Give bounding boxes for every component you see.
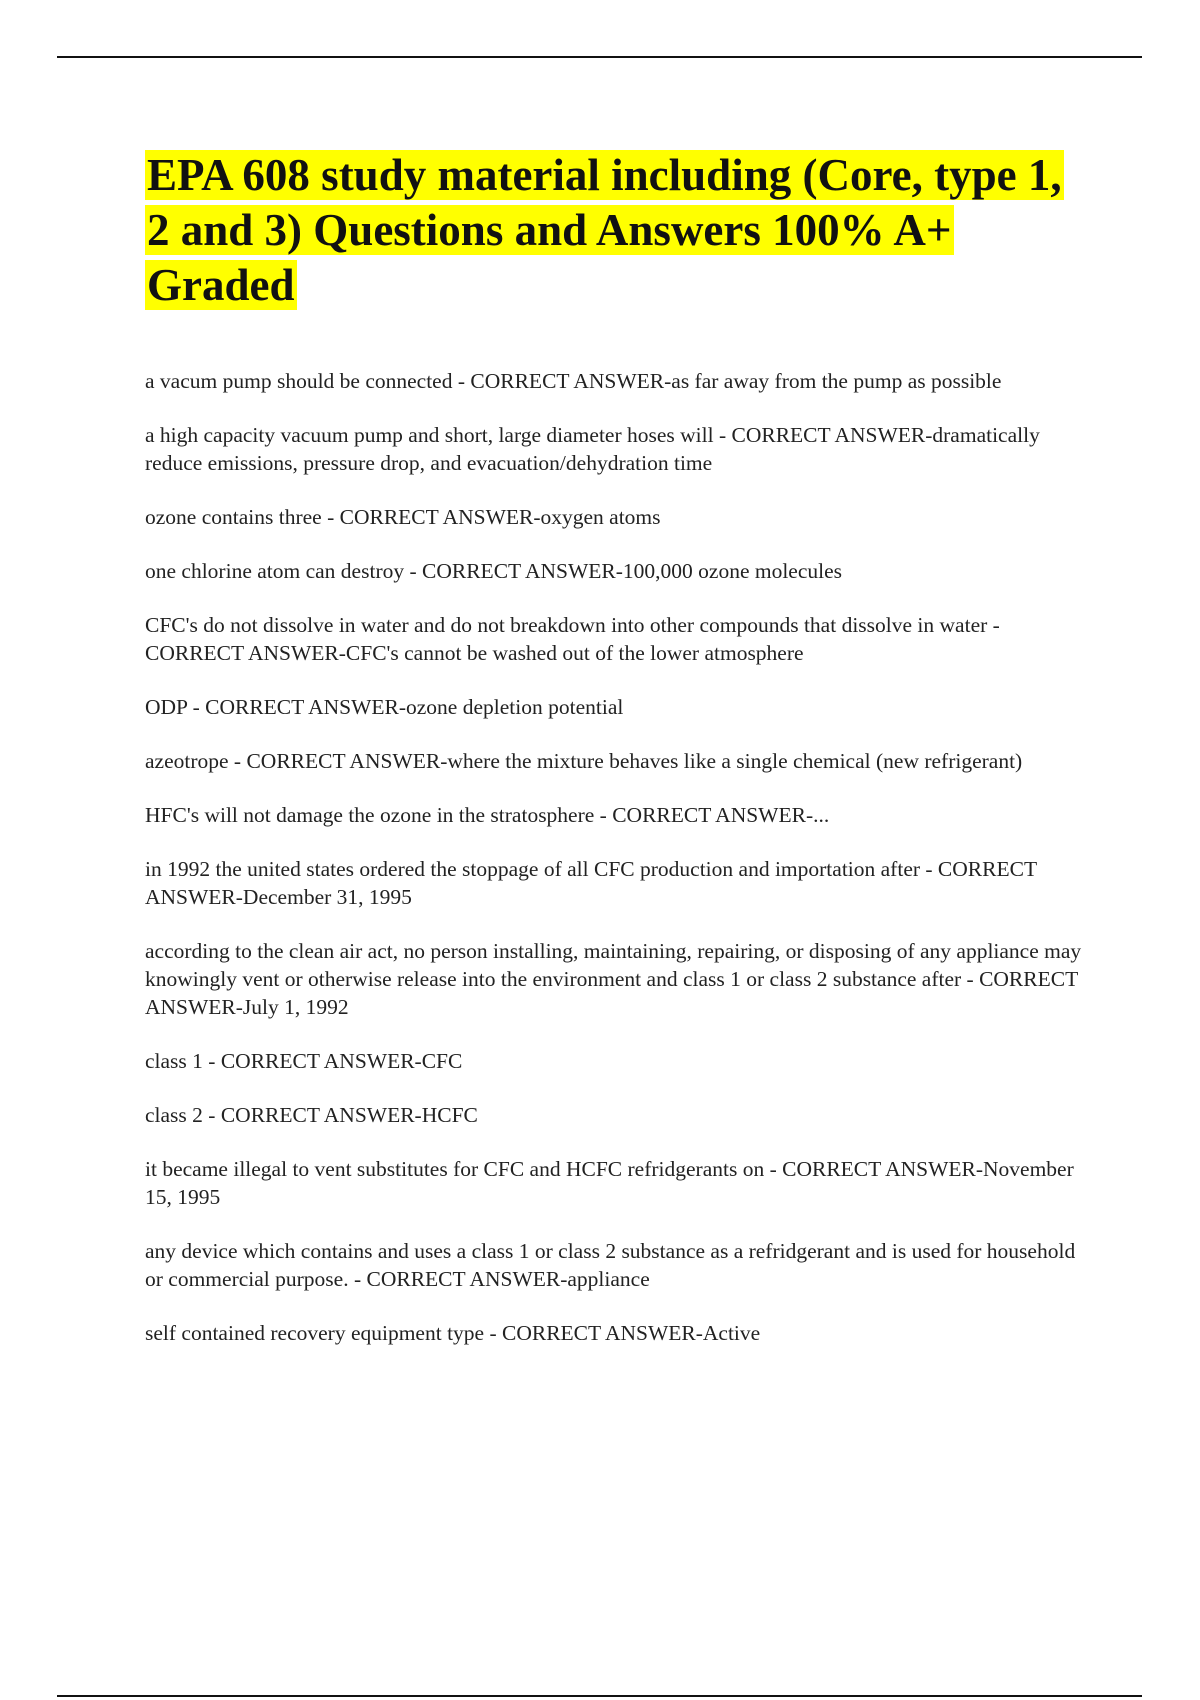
list-item: a high capacity vacuum pump and short, large diameter hoses will - CORRECT ANSWER-dramatically reduce emissions, pressure drop, and evacuation/dehydration time (145, 423, 1040, 475)
list-item: HFC's will not damage the ozone in the stratosphere - CORRECT ANSWER-... (145, 803, 830, 827)
list-item: it became illegal to vent substitutes for CFC and HCFC refridgerants on - CORRECT ANSWER-November 15, 1995 (145, 1157, 1074, 1209)
list-item: a vacum pump should be connected - CORRECT ANSWER-as far away from the pump as possible (145, 369, 1002, 393)
top-rule (57, 56, 1142, 58)
document-page (145, 148, 1090, 1373)
list-item: ozone contains three - CORRECT ANSWER-oxygen atoms (145, 505, 661, 529)
list-item: one chlorine atom can destroy - CORRECT ANSWER-100,000 ozone molecules (145, 559, 843, 583)
list-item: CFC's do not dissolve in water and do not breakdown into other compounds that dissolve in water - CORRECT ANSWER-CFC's cannot be washed out of the lower atmosphere (145, 613, 1000, 665)
list-item: in 1992 the united states ordered the stoppage of all CFC production and importation after - CORRECT ANSWER-December 31, 1995 (145, 857, 1037, 909)
title-highlight: EPA 608 study material including (Core, type 1, 2 and 3) Questions and Answers 100% A+ Graded (147, 150, 1062, 310)
list-item: any device which contains and uses a class 1 or class 2 substance as a refridgerant and is used for household or commercial purpose. - CORRECT ANSWER-appliance (145, 1239, 1076, 1291)
list-item: class 1 - CORRECT ANSWER-CFC (145, 1049, 463, 1073)
document-title (145, 148, 1090, 313)
bottom-rule (57, 1695, 1142, 1697)
qa-list (145, 367, 1090, 1347)
list-item: azeotrope - CORRECT ANSWER-where the mixture behaves like a single chemical (new refrigerant) (145, 749, 1023, 773)
list-item: according to the clean air act, no person installing, maintaining, repairing, or disposing of any appliance may knowingly vent or otherwise release into the environment and class 1 or class 2 substance after - CORRECT ANSWER-July 1, 1992 (145, 939, 1082, 1019)
list-item: class 2 - CORRECT ANSWER-HCFC (145, 1103, 478, 1127)
list-item: self contained recovery equipment type - CORRECT ANSWER-Active (145, 1321, 761, 1345)
list-item: ODP - CORRECT ANSWER-ozone depletion potential (145, 695, 624, 719)
